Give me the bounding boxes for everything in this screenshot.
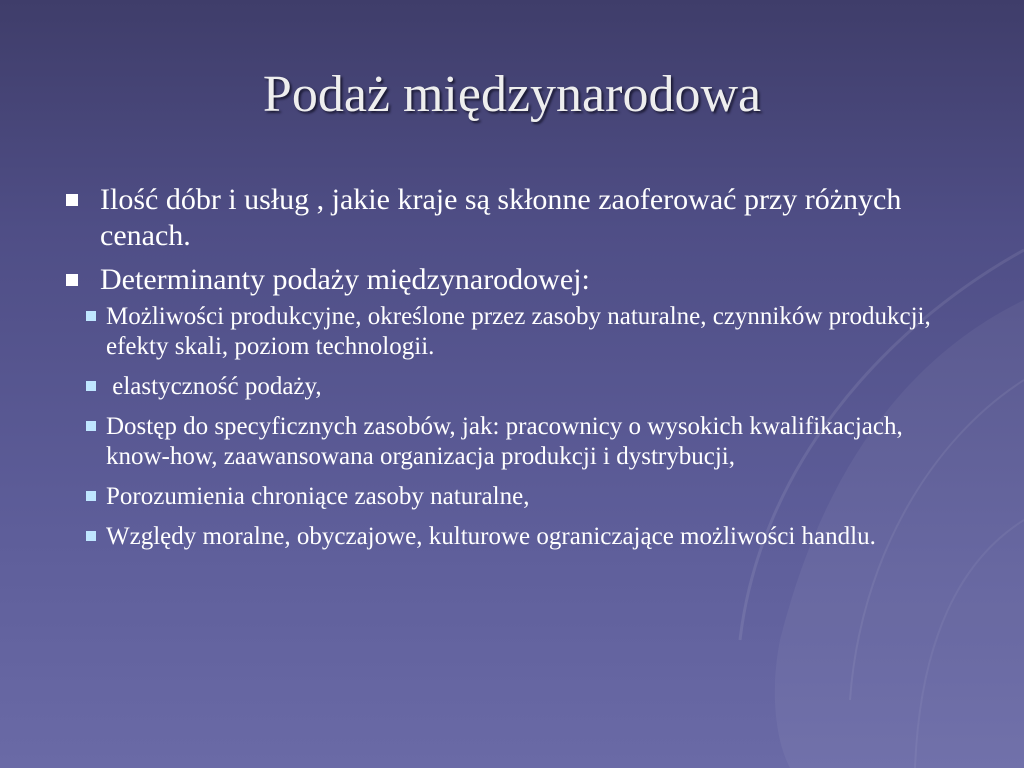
sub-bullet-item (60, 482, 960, 512)
sub-bullet-item (60, 522, 960, 552)
slide-content (60, 182, 960, 562)
square-bullet-icon (86, 491, 96, 501)
bullet-text: Determinanty podaży międzynarodowej: (100, 263, 590, 296)
sub-bullet-list (60, 302, 960, 552)
bullet-text: Ilość dóbr i usług , jakie kraje są skłonne zaoferować przy różnych cenach. (100, 183, 902, 252)
bullet-item (60, 262, 960, 552)
bullet-item (60, 182, 960, 254)
square-bullet-icon (86, 421, 96, 431)
slide-title: Podaż międzynarodowa (262, 66, 762, 123)
sub-bullet-item (60, 412, 960, 472)
sub-bullet-text: Możliwości produkcyjne, określone przez zasoby naturalne, czynników produkcji, efekty skali, poziom technologii. (106, 303, 931, 360)
square-bullet-icon (86, 381, 96, 391)
square-bullet-icon (66, 194, 78, 206)
square-bullet-icon (86, 531, 96, 541)
sub-bullet-item (60, 302, 960, 362)
sub-bullet-text: Dostęp do specyficznych zasobów, jak: pracownicy o wysokich kwalifikacjach, know-how, zaawansowana organizacja produkcji i dystrybucji, (106, 413, 903, 470)
sub-bullet-text: elastyczność podaży, (106, 373, 322, 400)
sub-bullet-item (60, 372, 960, 402)
sub-bullet-text: Względy moralne, obyczajowe, kulturowe ograniczające możliwości handlu. (106, 523, 876, 550)
sub-bullet-text: Porozumienia chroniące zasoby naturalne, (106, 483, 530, 510)
square-bullet-icon (86, 311, 96, 321)
bullet-list (60, 182, 960, 552)
square-bullet-icon (66, 274, 78, 286)
